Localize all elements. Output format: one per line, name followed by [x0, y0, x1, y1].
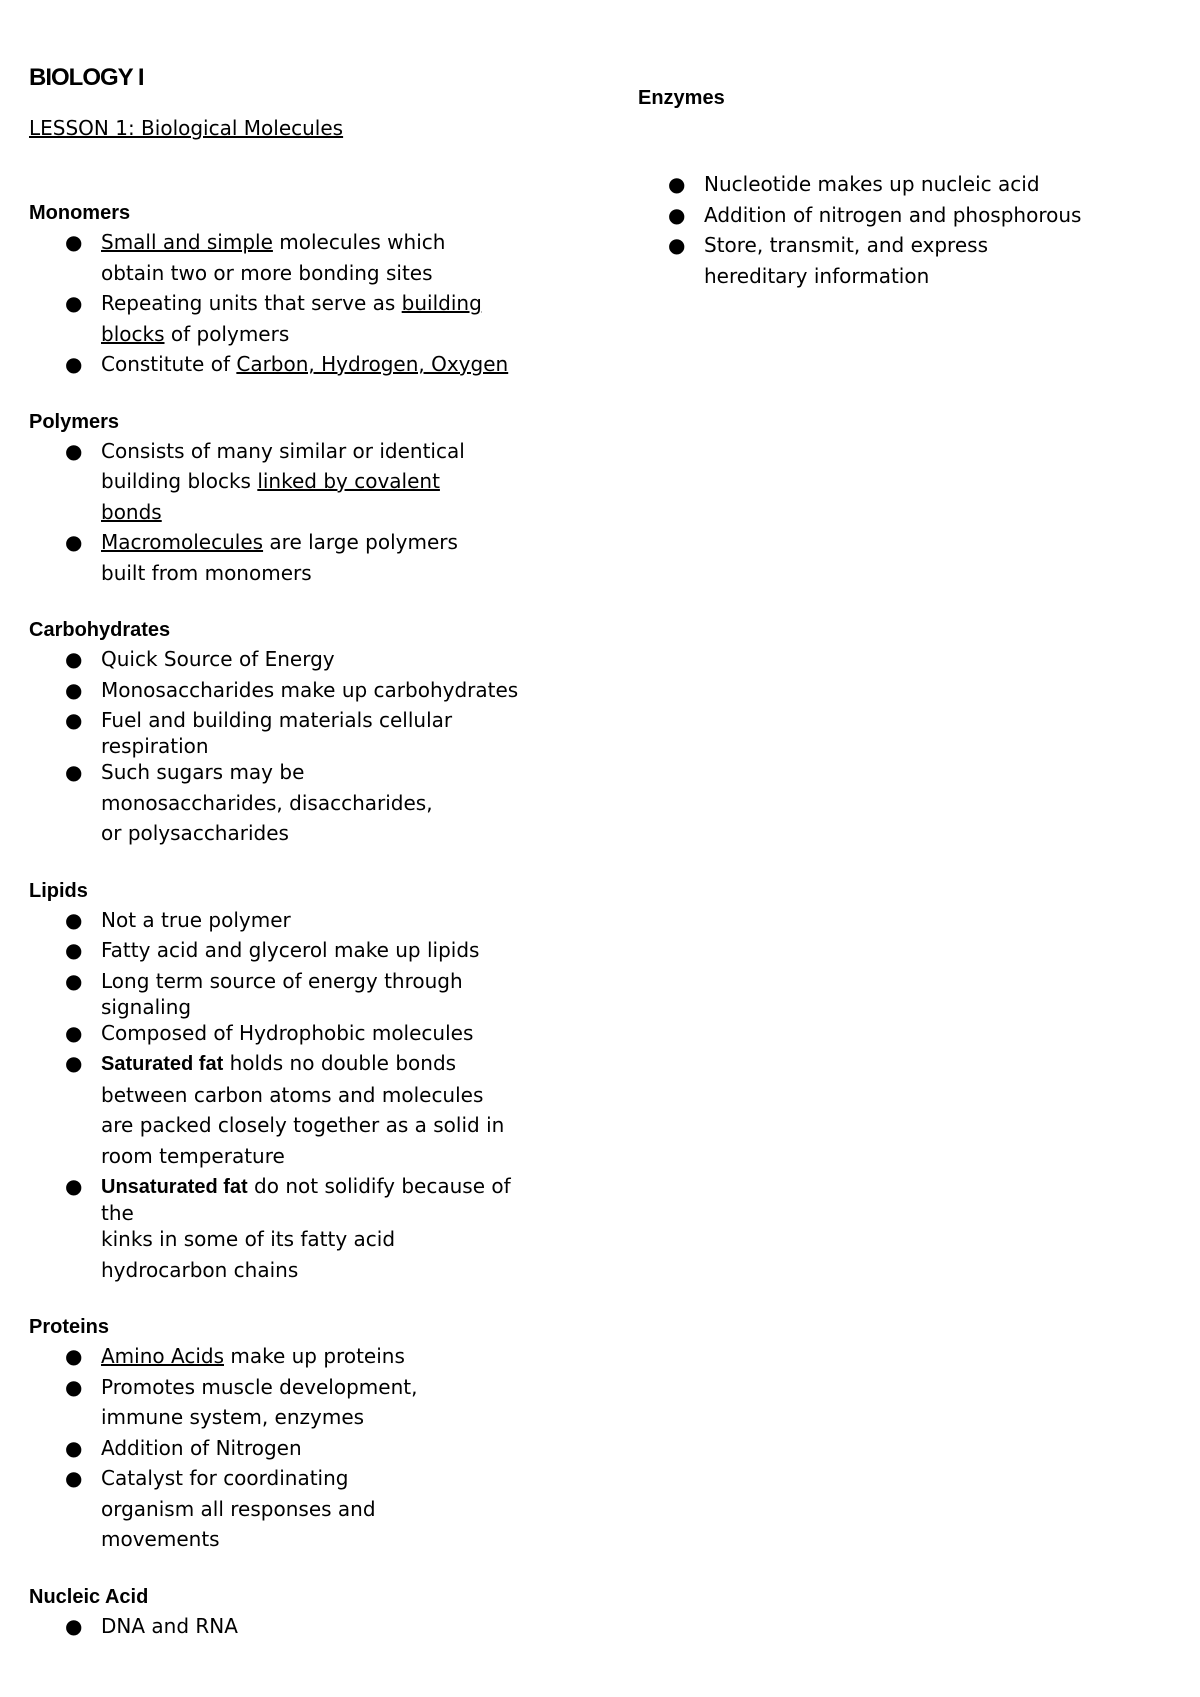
item-text: hereditary information	[704, 263, 930, 288]
polymers-list	[29, 436, 589, 589]
list-item	[29, 705, 589, 757]
item-text: Fuel and building materials cellular	[101, 708, 453, 732]
bullet-icon: ●	[65, 291, 83, 315]
underlined-term: bonds	[101, 499, 162, 524]
list-item	[632, 230, 1178, 291]
list-item	[29, 675, 589, 706]
list-item	[29, 349, 589, 380]
item-text: monosaccharides, disaccharides,	[101, 790, 433, 815]
list-item	[29, 527, 589, 588]
document-title: BIOLOGY I	[29, 64, 144, 91]
section-title-enzymes: Enzymes	[638, 87, 725, 109]
section-monomers	[29, 199, 589, 380]
list-item	[29, 1171, 589, 1285]
list-item	[29, 757, 589, 849]
item-text: Such sugars may be	[101, 760, 305, 784]
bullet-icon: ●	[668, 233, 686, 257]
item-text: respiration	[101, 734, 209, 758]
list-item	[632, 200, 1178, 231]
section-lipids	[29, 877, 589, 1286]
item-text: the	[101, 1201, 134, 1225]
carbohydrates-list	[29, 644, 589, 849]
lipids-list	[29, 905, 589, 1286]
list-item	[29, 644, 589, 675]
section-proteins	[29, 1313, 589, 1555]
list-item	[29, 436, 589, 528]
list-item	[29, 1372, 589, 1433]
item-text: make up proteins	[224, 1344, 405, 1368]
item-text: Addition of nitrogen and phosphorous	[704, 202, 1082, 227]
list-item	[29, 1463, 589, 1555]
item-text: Addition of Nitrogen	[101, 1435, 302, 1460]
item-text: built from monomers	[101, 560, 312, 585]
bullet-icon: ●	[65, 1174, 83, 1198]
list-item	[632, 169, 1178, 200]
bullet-icon: ●	[65, 438, 83, 463]
item-text: Quick Source of Energy	[101, 647, 335, 671]
item-text: room temperature	[101, 1143, 285, 1168]
item-text: kinks in some of its fatty acid	[101, 1227, 396, 1251]
item-text: Promotes muscle development,	[101, 1374, 418, 1399]
section-title-proteins: Proteins	[29, 1316, 110, 1338]
item-text: of polymers	[164, 321, 290, 346]
item-text: Fatty acid and glycerol make up lipids	[101, 938, 480, 962]
list-item	[29, 1433, 589, 1464]
section-nucleic-acid	[29, 1583, 589, 1642]
item-text: between carbon atoms and molecules	[101, 1082, 484, 1107]
item-text: molecules which	[272, 230, 446, 254]
bullet-icon: ●	[65, 1374, 83, 1399]
item-text: Monosaccharides make up carbohydrates	[101, 677, 519, 702]
list-item	[29, 966, 589, 1018]
underlined-term: building	[401, 291, 482, 315]
bold-term: Saturated fat	[101, 1053, 224, 1075]
section-title-nucleic-acid: Nucleic Acid	[29, 1585, 149, 1608]
bullet-icon: ●	[65, 1435, 83, 1460]
bullet-icon: ●	[65, 968, 83, 993]
underlined-term: Macromolecules	[101, 530, 264, 554]
section-title-carbohydrates: Carbohydrates	[29, 619, 171, 641]
list-item	[29, 1048, 589, 1171]
underlined-term: linked by covalent	[257, 469, 440, 493]
bullet-icon: ●	[668, 202, 686, 227]
item-text: movements	[101, 1527, 220, 1551]
item-text: obtain two or more bonding sites	[101, 260, 433, 285]
bullet-icon: ●	[65, 760, 83, 784]
monomers-list	[29, 227, 589, 380]
underlined-term: Carbon, Hydrogen, Oxygen	[236, 352, 509, 376]
underlined-term: blocks	[101, 321, 165, 346]
bullet-icon: ●	[65, 647, 83, 671]
item-text: building blocks	[101, 469, 258, 493]
item-text: do not solidify because of	[247, 1174, 511, 1198]
proteins-list	[29, 1341, 589, 1555]
bullet-icon: ●	[65, 1020, 83, 1045]
item-text: are packed closely together as a solid in	[101, 1113, 505, 1137]
section-title-polymers: Polymers	[29, 410, 120, 433]
item-text: DNA and RNA	[101, 1613, 238, 1638]
section-polymers	[29, 408, 589, 589]
list-item	[29, 905, 589, 936]
enzymes-list	[632, 169, 1178, 291]
item-text: hydrocarbon chains	[101, 1257, 299, 1282]
item-text: Constitute of	[101, 352, 237, 376]
underlined-term: Small and simple	[101, 230, 273, 254]
section-title-lipids: Lipids	[29, 879, 88, 902]
item-text: organism all responses and	[101, 1496, 376, 1521]
section-title-monomers: Monomers	[29, 202, 131, 224]
bullet-icon: ●	[65, 938, 83, 962]
bullet-icon: ●	[65, 352, 83, 376]
left-column	[29, 55, 589, 1641]
section-carbohydrates	[29, 616, 589, 849]
lesson-heading: LESSON 1: Biological Molecules	[29, 116, 344, 140]
bullet-icon: ●	[65, 1466, 83, 1490]
bullet-icon: ●	[65, 907, 83, 932]
bullet-icon: ●	[65, 677, 83, 702]
list-item	[29, 935, 589, 966]
item-text: Not a true polymer	[101, 907, 291, 932]
item-text: Repeating units that serve as	[101, 291, 402, 315]
item-text: Consists of many similar or identical	[101, 438, 465, 463]
bullet-icon: ●	[65, 1051, 83, 1075]
list-item	[29, 1611, 589, 1642]
bullet-icon: ●	[668, 172, 686, 196]
bullet-icon: ●	[65, 230, 83, 254]
item-text: immune system, enzymes	[101, 1405, 365, 1429]
list-item	[29, 1018, 589, 1049]
nucleic-acid-list	[29, 1611, 589, 1642]
item-text: signaling	[101, 994, 192, 1019]
item-text: are large polymers	[263, 530, 458, 554]
item-text: Long term source of energy through	[101, 968, 463, 993]
list-item	[29, 288, 589, 349]
bullet-icon: ●	[65, 708, 83, 732]
right-column	[638, 84, 1178, 291]
list-item	[29, 227, 589, 288]
bullet-icon: ●	[65, 1613, 83, 1638]
bullet-icon: ●	[65, 530, 83, 554]
item-text: Catalyst for coordinating	[101, 1466, 349, 1490]
item-text: holds no double bonds	[223, 1051, 457, 1075]
bold-term: Unsaturated fat	[101, 1176, 248, 1198]
item-text: Nucleotide makes up nucleic acid	[704, 172, 1040, 196]
item-text: Composed of Hydrophobic molecules	[101, 1020, 474, 1045]
item-text: Store, transmit, and express	[704, 233, 988, 257]
bullet-icon: ●	[65, 1344, 83, 1368]
item-text: or polysaccharides	[101, 821, 289, 845]
list-item	[29, 1341, 589, 1372]
underlined-term: Amino Acids	[101, 1344, 224, 1368]
